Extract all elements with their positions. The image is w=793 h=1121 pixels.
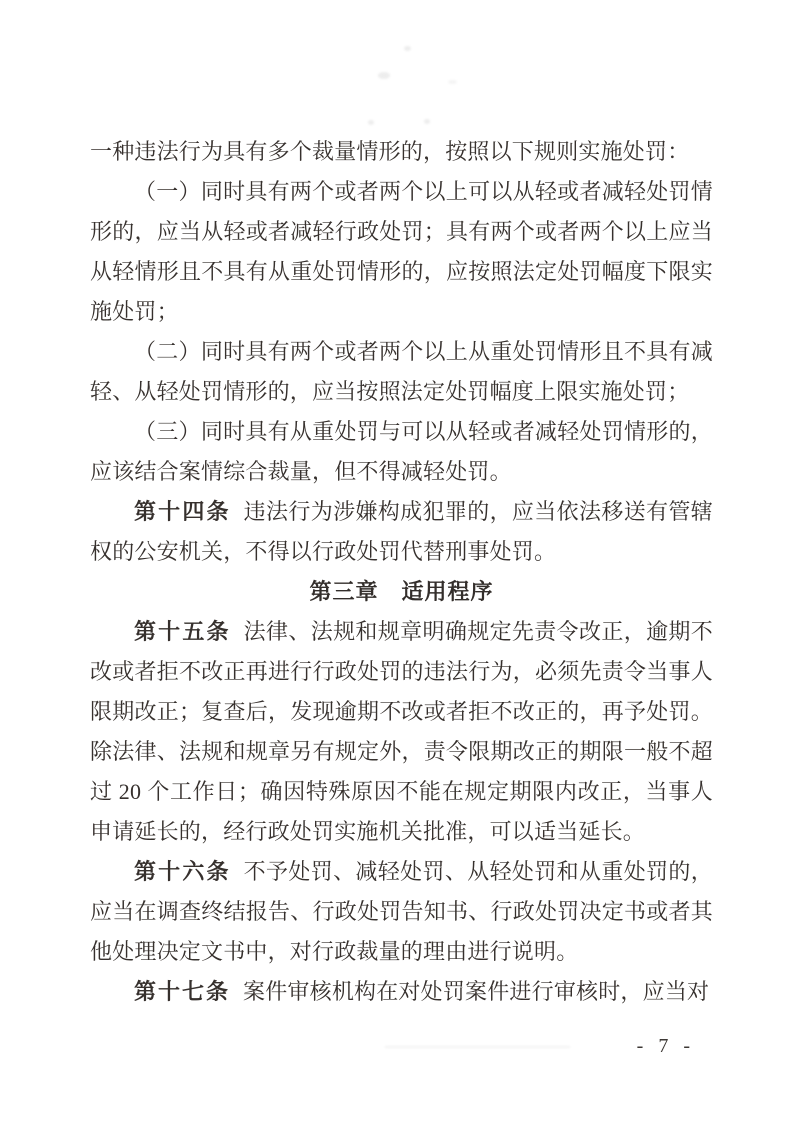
article-number-label: 第十六条: [134, 859, 231, 884]
scan-artifact: [424, 119, 430, 124]
paragraph-item-3: [90, 412, 713, 492]
scan-artifact: [448, 80, 457, 84]
paragraph-article-14: [90, 492, 713, 572]
paragraph-text: 不予处罚、减轻处罚、从轻处罚和从重处罚的，应当在调查终结报告、行政处罚告知书、行政处罚决定书或者其他处理决定文书中，对行政裁量的理由进行说明。: [90, 859, 713, 964]
article-number-label: 第十四条: [134, 499, 231, 524]
article-number-label: 第十七条: [134, 979, 231, 1004]
paragraph-text: 违法行为涉嫌构成犯罪的，应当依法移送有管辖权的公安机关，不得以行政处罚代替刑事处罚。: [90, 499, 713, 564]
scan-artifact: [385, 1046, 570, 1048]
paragraph-article-15: [90, 612, 713, 852]
paragraph-text: （三）同时具有从重处罚与可以从轻或者减轻处罚情形的，应该结合案情综合裁量，但不得减轻处罚。: [90, 419, 713, 484]
paragraph-continued: [90, 132, 713, 172]
scan-artifact: [378, 72, 390, 79]
paragraph-text: （二）同时具有两个或者两个以上从重处罚情形且不具有减轻、从轻处罚情形的，应当按照法定处罚幅度上限实施处罚；: [90, 339, 713, 404]
paragraph-article-17: [90, 972, 713, 1012]
scan-artifact: [404, 46, 411, 51]
page-number: - 7 -: [636, 1035, 695, 1057]
article-number-label: 第十五条: [134, 619, 231, 644]
chapter-heading: 第三章 适用程序: [309, 579, 494, 604]
paragraph-text: 法律、法规和规章明确规定先责令改正，逾期不改或者拒不改正再进行行政处罚的违法行为，必须先责令当事人限期改正；复查后，发现逾期不改或者拒不改正的，再予处罚。除法律、法规和规章另有规定外，责令限期改正的期限一般不超过 20 个工作日；确因特殊原因不能在规定期限内改正，当事人申请延长的，经行政处罚实施机关批准，可以适当延长。: [90, 619, 713, 844]
paragraph-item-2: [90, 332, 713, 412]
paragraph-article-16: [90, 852, 713, 972]
paragraph-text: 案件审核机构在对处罚案件进行审核时，应当对: [243, 979, 710, 1004]
scan-artifact: [368, 120, 374, 125]
paragraph-text: 一种违法行为具有多个裁量情形的，按照以下规则实施处罚：: [90, 139, 690, 164]
document-body: [90, 132, 713, 1012]
paragraph-text: （一）同时具有两个或者两个以上可以从轻或者减轻处罚情形的，应当从轻或者减轻行政处罚；具有两个或者两个以上应当从轻情形且不具有从重处罚情形的，应按照法定处罚幅度下限实施处罚；: [90, 179, 713, 324]
paragraph-item-1: [90, 172, 713, 332]
